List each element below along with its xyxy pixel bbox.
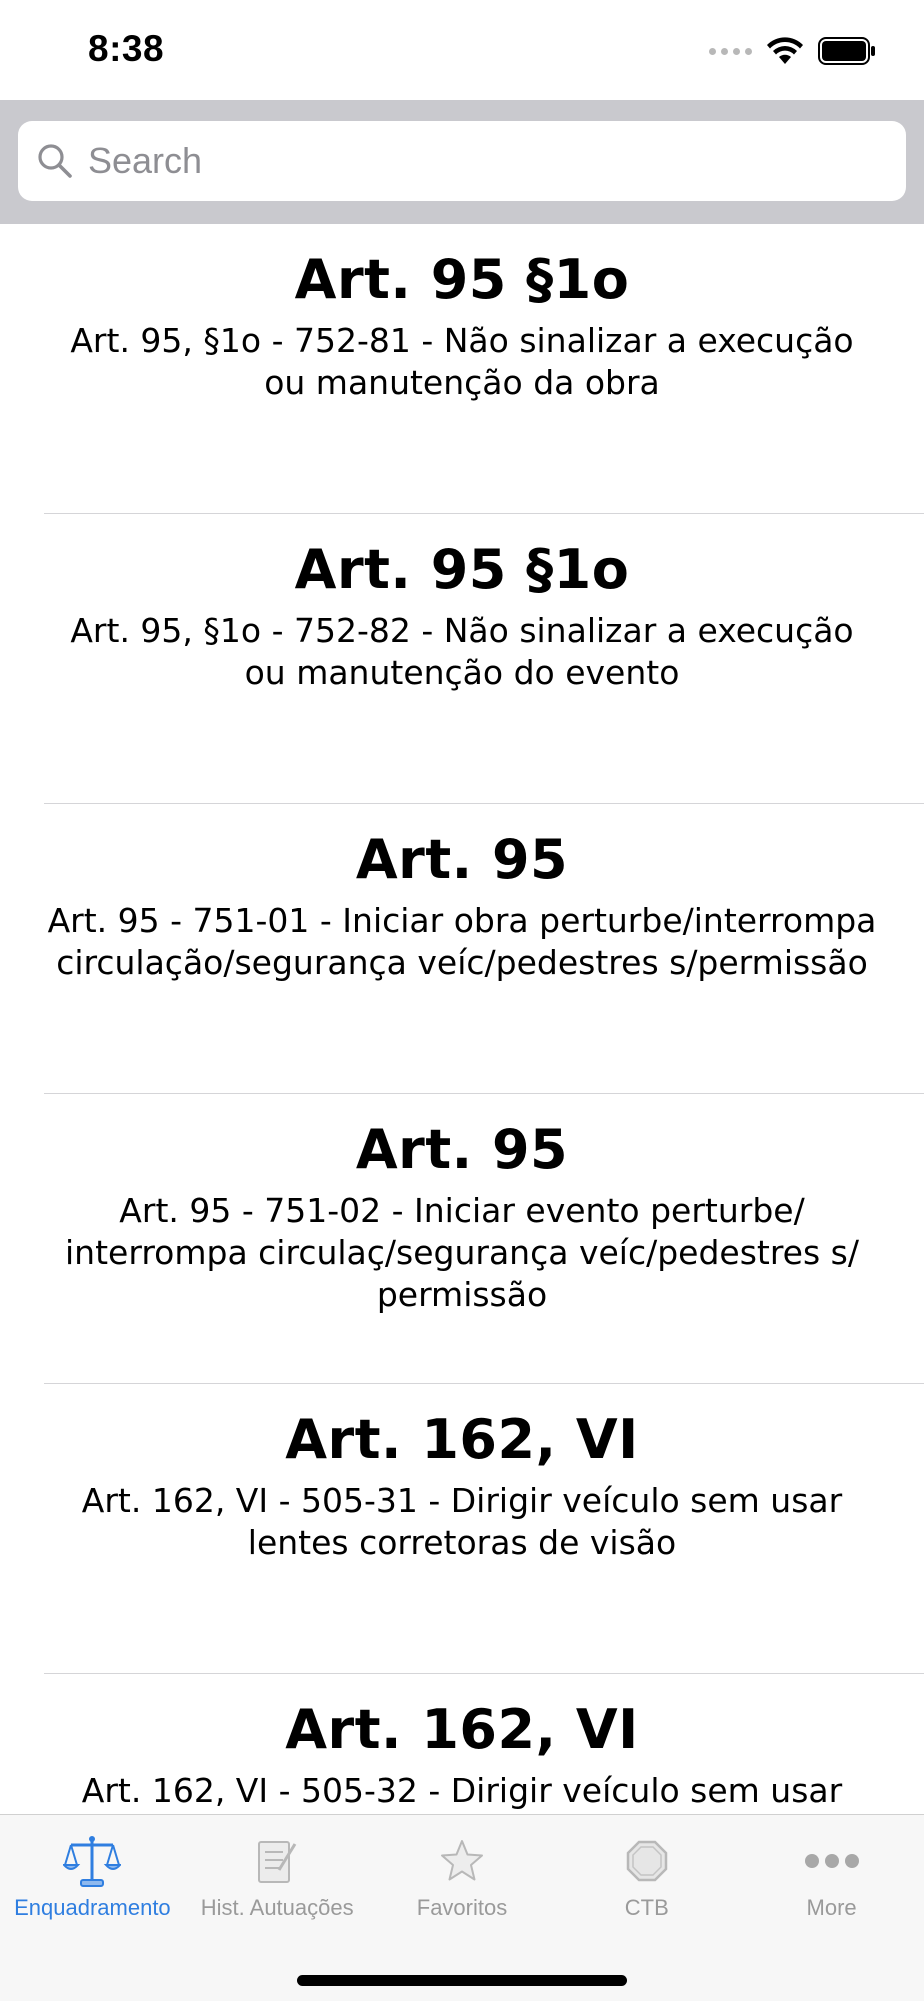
list-item[interactable]	[0, 1384, 924, 1674]
home-indicator[interactable]	[297, 1975, 627, 1986]
status-icons	[709, 34, 876, 68]
tab-label: More	[806, 1895, 857, 1920]
tab-enquadramento[interactable]	[0, 1815, 185, 1925]
wifi-icon	[766, 36, 804, 66]
search-input[interactable]	[86, 139, 870, 183]
tab-favoritos[interactable]	[370, 1815, 555, 1925]
notepad-icon	[255, 1836, 299, 1886]
list-item[interactable]	[0, 804, 924, 1094]
infraction-list	[0, 224, 924, 1814]
item-title: Art. 95	[355, 828, 569, 891]
more-dots-icon	[804, 1851, 860, 1871]
item-description: Art. 95 - 751-01 - Iniciar obra perturbe/interrompa circulação/segurança veíc/pedestres s/permissão	[47, 901, 877, 982]
tab-label: CTB	[624, 1895, 669, 1920]
stop-sign-icon	[625, 1839, 669, 1883]
tab-bar	[0, 1814, 924, 2001]
item-description: Art. 95 - 751-02 - Iniciar evento perturbe/ interrompa circulaç/segurança veíc/pedestres s/ permissão	[65, 1191, 859, 1314]
cellular-signal-icon	[709, 48, 752, 55]
tab-label: Enquadramento	[14, 1895, 171, 1920]
tab-hist-autuacoes[interactable]	[185, 1815, 370, 1925]
list-item[interactable]	[0, 1674, 924, 1814]
item-description: Art. 95, §1o - 752-82 - Não sinalizar a execução ou manutenção do evento	[70, 611, 854, 692]
list-item[interactable]	[0, 224, 924, 514]
tab-label: Favoritos	[416, 1895, 508, 1920]
item-title: Art. 95 §1o	[294, 538, 630, 601]
star-icon	[439, 1838, 485, 1884]
tab-ctb[interactable]	[554, 1815, 739, 1925]
status-time: 8:38	[88, 28, 165, 69]
search-box[interactable]	[18, 121, 906, 201]
item-title: Art. 162, VI	[285, 1698, 639, 1761]
item-title: Art. 95	[355, 1118, 569, 1181]
list-item[interactable]	[0, 514, 924, 804]
item-description: Art. 95, §1o - 752-81 - Não sinalizar a execução ou manutenção da obra	[70, 321, 854, 402]
tab-more[interactable]	[739, 1815, 924, 1925]
scales-icon	[63, 1833, 121, 1889]
list-item[interactable]	[0, 1094, 924, 1384]
item-title: Art. 162, VI	[285, 1408, 639, 1471]
status-bar	[0, 0, 924, 100]
battery-icon	[818, 37, 876, 65]
item-description: Art. 162, VI - 505-31 - Dirigir veículo sem usar lentes corretoras de visão	[81, 1481, 843, 1562]
tab-label: Hist. Autuações	[200, 1895, 354, 1920]
item-description: Art. 162, VI - 505-32 - Dirigir veículo sem usar	[81, 1771, 843, 1810]
search-bar-area	[0, 100, 924, 224]
item-title: Art. 95 §1o	[294, 248, 630, 311]
search-icon	[36, 142, 74, 180]
